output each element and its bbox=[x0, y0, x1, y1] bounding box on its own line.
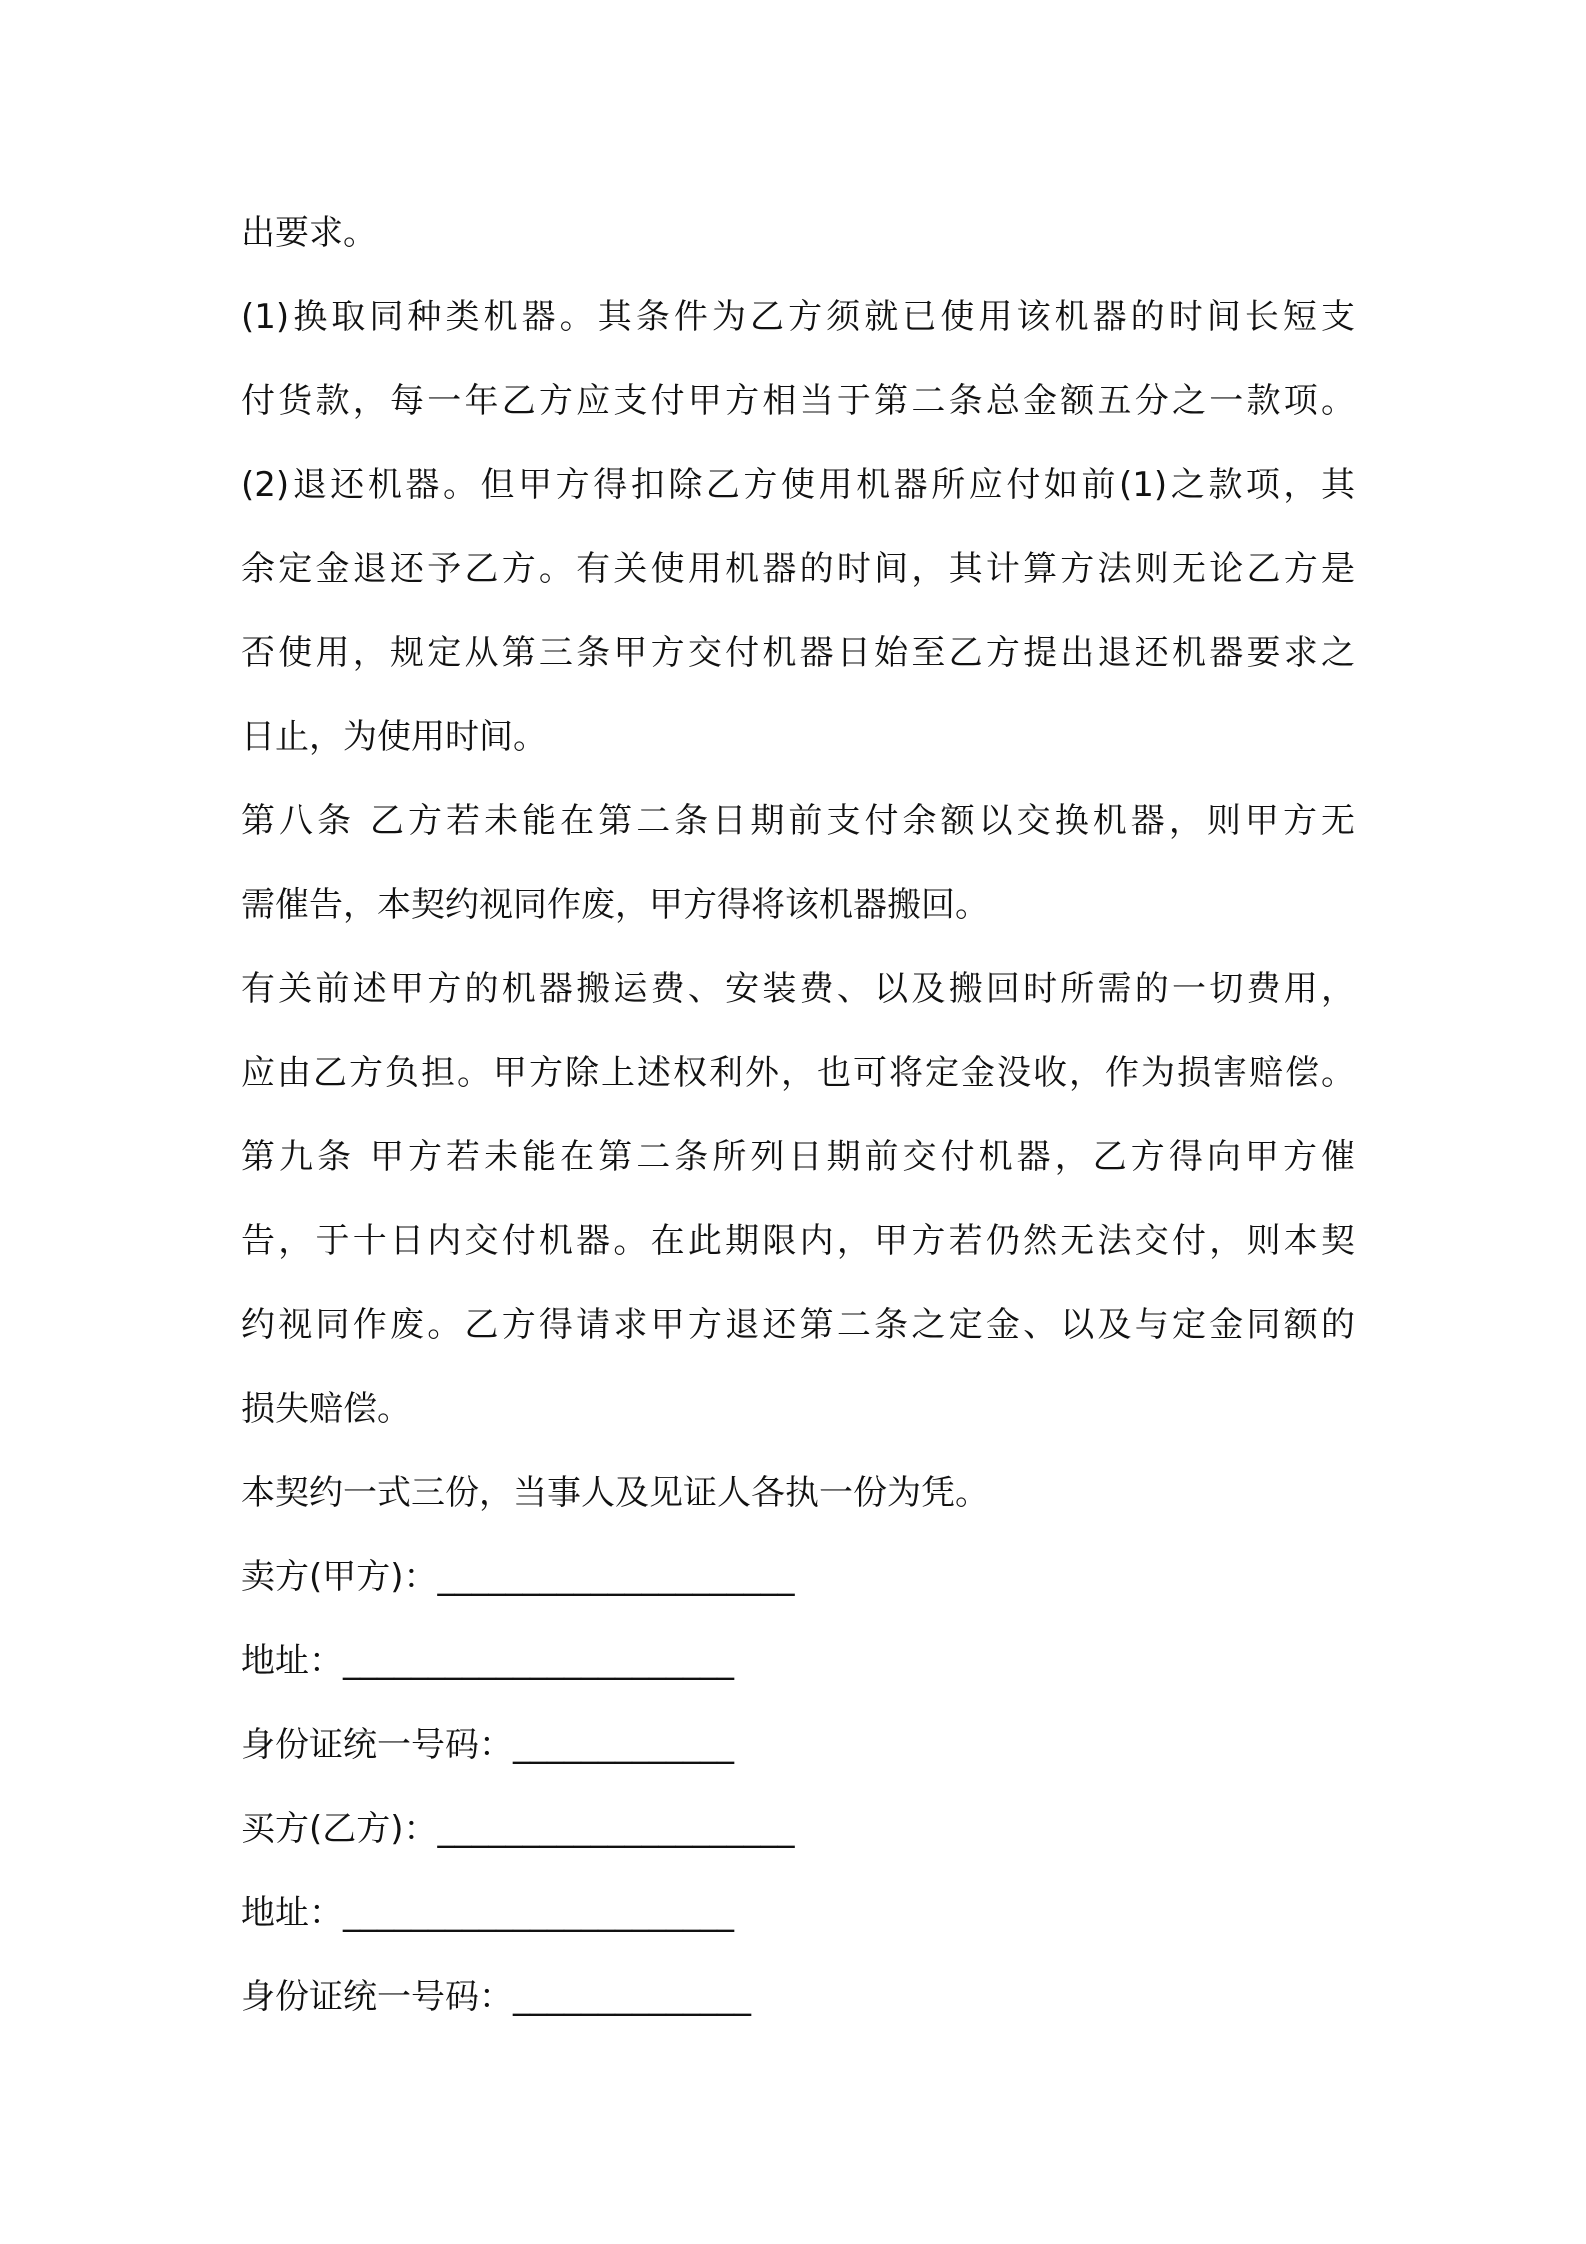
text-line: (1)换取同种类机器。其条件为乙方须就已使用该机器的时间长短支 bbox=[241, 297, 1355, 337]
text-line: (2)退还机器。但甲方得扣除乙方使用机器所应付如前(1)之款项，其 bbox=[241, 465, 1355, 505]
text-line: 余定金退还予乙方。有关使用机器的时间，其计算方法则无论乙方是 bbox=[241, 549, 1355, 589]
buyer-id-number-line: 身份证统一号码：______________ bbox=[241, 1977, 751, 2017]
text-line: 否使用，规定从第三条甲方交付机器日始至乙方提出退还机器要求之 bbox=[241, 633, 1355, 673]
article-9-heading-line: 第九条 甲方若未能在第二条所列日期前交付机器，乙方得向甲方催 bbox=[241, 1137, 1355, 1177]
text-line: 应由乙方负担。甲方除上述权利外，也可将定金没收，作为损害赔偿。 bbox=[241, 1053, 1355, 1093]
seller-signature-line: 卖方(甲方)：_____________________ bbox=[241, 1557, 795, 1597]
buyer-signature-line: 买方(乙方)：_____________________ bbox=[241, 1809, 795, 1849]
article-8-heading-line: 第八条 乙方若未能在第二条日期前支付余额以交换机器，则甲方无 bbox=[241, 801, 1355, 841]
text-line: 约视同作废。乙方得请求甲方退还第二条之定金、以及与定金同额的 bbox=[241, 1305, 1355, 1345]
text-line: 付货款，每一年乙方应支付甲方相当于第二条总金额五分之一款项。 bbox=[241, 381, 1355, 421]
text-line: 本契约一式三份，当事人及见证人各执一份为凭。 bbox=[241, 1473, 989, 1513]
seller-id-number-line: 身份证统一号码：_____________ bbox=[241, 1725, 734, 1765]
text-line: 需催告，本契约视同作废，甲方得将该机器搬回。 bbox=[241, 885, 989, 925]
text-line: 日止，为使用时间。 bbox=[241, 717, 547, 757]
text-line: 告，于十日内交付机器。在此期限内，甲方若仍然无法交付，则本契 bbox=[241, 1221, 1355, 1261]
text-line: 出要求。 bbox=[241, 213, 377, 253]
text-line: 有关前述甲方的机器搬运费、安装费、以及搬回时所需的一切费用， bbox=[241, 969, 1355, 1009]
seller-address-line: 地址：_______________________ bbox=[241, 1641, 734, 1681]
text-line: 损失赔偿。 bbox=[241, 1389, 411, 1429]
buyer-address-line: 地址：_______________________ bbox=[241, 1893, 734, 1933]
